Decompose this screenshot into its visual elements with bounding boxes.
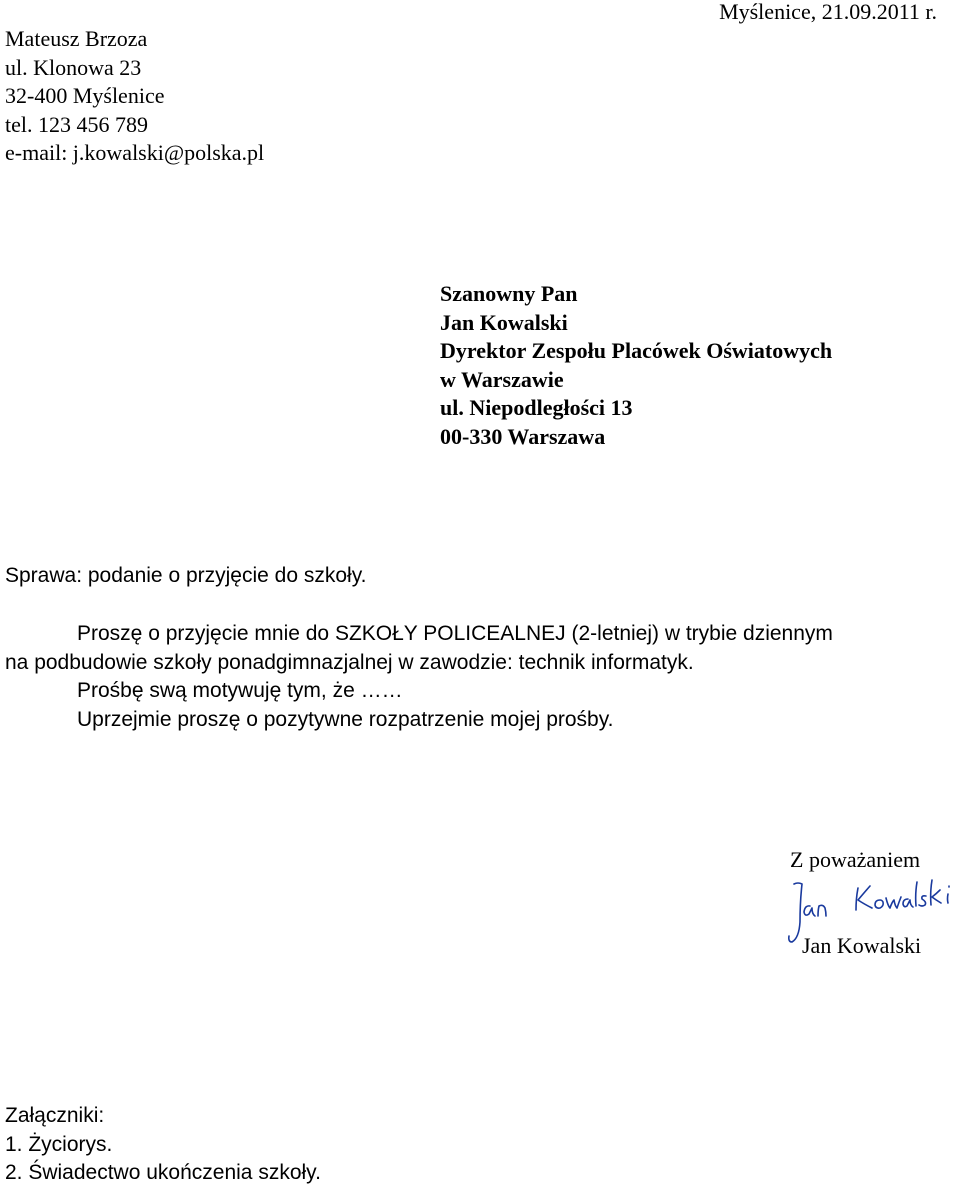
attachment-item: 2. Świadectwo ukończenia szkoły.: [5, 1161, 321, 1184]
sender-street: ul. Klonowa 23: [5, 54, 142, 80]
recipient-location: w Warszawie: [440, 366, 564, 392]
recipient-street: ul. Niepodległości 13: [440, 395, 633, 420]
sender-name: Mateusz Brzoza: [5, 26, 148, 51]
recipient-position: Dyrektor Zespołu Placówek Oświatowych: [440, 338, 833, 363]
recipient-city: 00-330 Warszawa: [440, 423, 606, 449]
closing-phrase: Z poważaniem: [790, 847, 921, 872]
recipient-salutation: Szanowny Pan: [440, 281, 578, 306]
body-paragraph-line-1: Proszę o przyjęcie mnie do SZKOŁY POLICEALNEJ (2-letniej) w trybie dziennym: [77, 622, 833, 645]
attachments-heading: Załączniki:: [5, 1104, 105, 1127]
recipient-name: Jan Kowalski: [440, 309, 568, 335]
place-and-date: Myślenice, 21.09.2011 r.: [719, 0, 937, 24]
sender-city: 32-400 Myślenice: [5, 83, 165, 108]
body-request-line: Uprzejmie proszę o pozytywne rozpatrzenie mojej prośby.: [77, 707, 614, 731]
body-motivation-line: Prośbę swą motywuję tym, że ……: [77, 679, 403, 702]
attachments-block: [5, 1102, 321, 1188]
sender-address-block: [5, 25, 264, 168]
attachment-item: 1. Życiorys.: [5, 1132, 113, 1156]
letter-body: [5, 620, 833, 734]
sender-phone: tel. 123 456 789: [5, 111, 148, 137]
signatory-name: Jan Kowalski: [802, 933, 922, 958]
body-paragraph-line-2: na podbudowie szkoły ponadgimnazjalnej w zawodzie: technik informatyk.: [5, 650, 694, 674]
recipient-address-block: [440, 280, 832, 451]
letter-subject: Sprawa: podanie o przyjęcie do szkoły.: [5, 564, 367, 587]
sender-email: e-mail: j.kowalski@polska.pl: [5, 140, 265, 165]
